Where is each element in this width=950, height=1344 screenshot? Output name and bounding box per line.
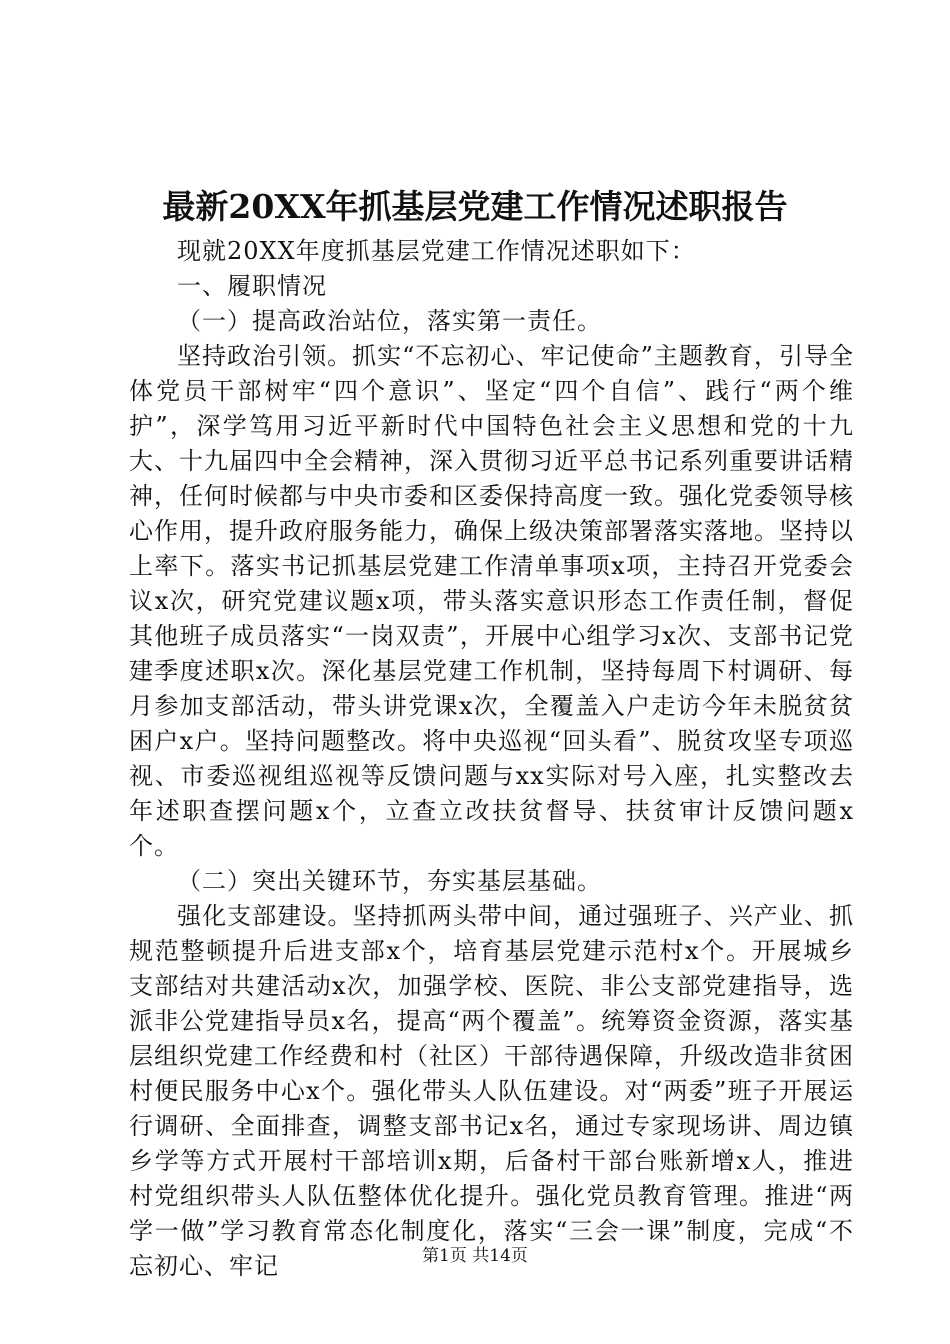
page-number-footer: 第1页 共14页	[422, 1246, 528, 1266]
document-body	[129, 234, 854, 1284]
subsection-heading: （二）突出关键环节，夯实基层基础。	[177, 867, 602, 895]
body-paragraph: 坚持政治引领。抓实“不忘初心、牢记使命”主题教育，引导全体党员干部树牢“四个意识”、坚定“四个自信”、践行“两个维护”，深学笃用习近平新时代中国特色社会主义思想和党的十九大、十九届四中全会精神，深入贯彻习近平总书记系列重要讲话精神，任何时候都与中央市委和区委保持高度一致。强化党委领导核心作用，提升政府服务能力，确保上级决策部署落实落地。坚持以上率下。落实书记抓基层党建工作清单事项x项，主持召开党委会议x次，研究党建议题x项，带头落实意识形态工作责任制，督促其他班子成员落实“一岗双责”，开展中心组学习x次、支部书记党建季度述职x次。深化基层党建工作机制，坚持每周下村调研、每月参加支部活动，带头讲党课x次，全覆盖入户走访今年未脱贫贫困户x户。坚持问题整改。将中央巡视“回头看”、脱贫攻坚专项巡视、市委巡视组巡视等反馈问题与xx实际对号入座，扎实整改去年述职查摆问题x个，立查立改扶贫督导、扶贫审计反馈问题x个。	[129, 342, 854, 860]
document-title: 最新20XX年抓基层党建工作情况述职报告	[162, 187, 788, 226]
subsection-heading: （一）提高政治站位，落实第一责任。	[177, 307, 602, 335]
section-heading: 一、履职情况	[177, 272, 327, 300]
body-paragraph: 强化支部建设。坚持抓两头带中间，通过强班子、兴产业、抓规范整顿提升后进支部x个，培育基层党建示范村x个。开展城乡支部结对共建活动x次，加强学校、医院、非公支部党建指导，选派非公党建指导员x名，提高“两个覆盖”。统筹资金资源，落实基层组织党建工作经费和村（社区）干部待遇保障，升级改造非贫困村便民服务中心x个。强化带头人队伍建设。对“两委”班子开展运行调研、全面排查，调整支部书记x名，通过专家现场讲、周边镇乡学等方式开展村干部培训x期，后备村干部台账新增x人，推进村党组织带头人队伍整体优化提升。强化党员教育管理。推进“两学一做”学习教育常态化制度化，落实“三会一课”制度，完成“不忘初心、牢记	[129, 902, 854, 1280]
intro-paragraph: 现就20XX年度抓基层党建工作情况述职如下：	[177, 237, 696, 265]
